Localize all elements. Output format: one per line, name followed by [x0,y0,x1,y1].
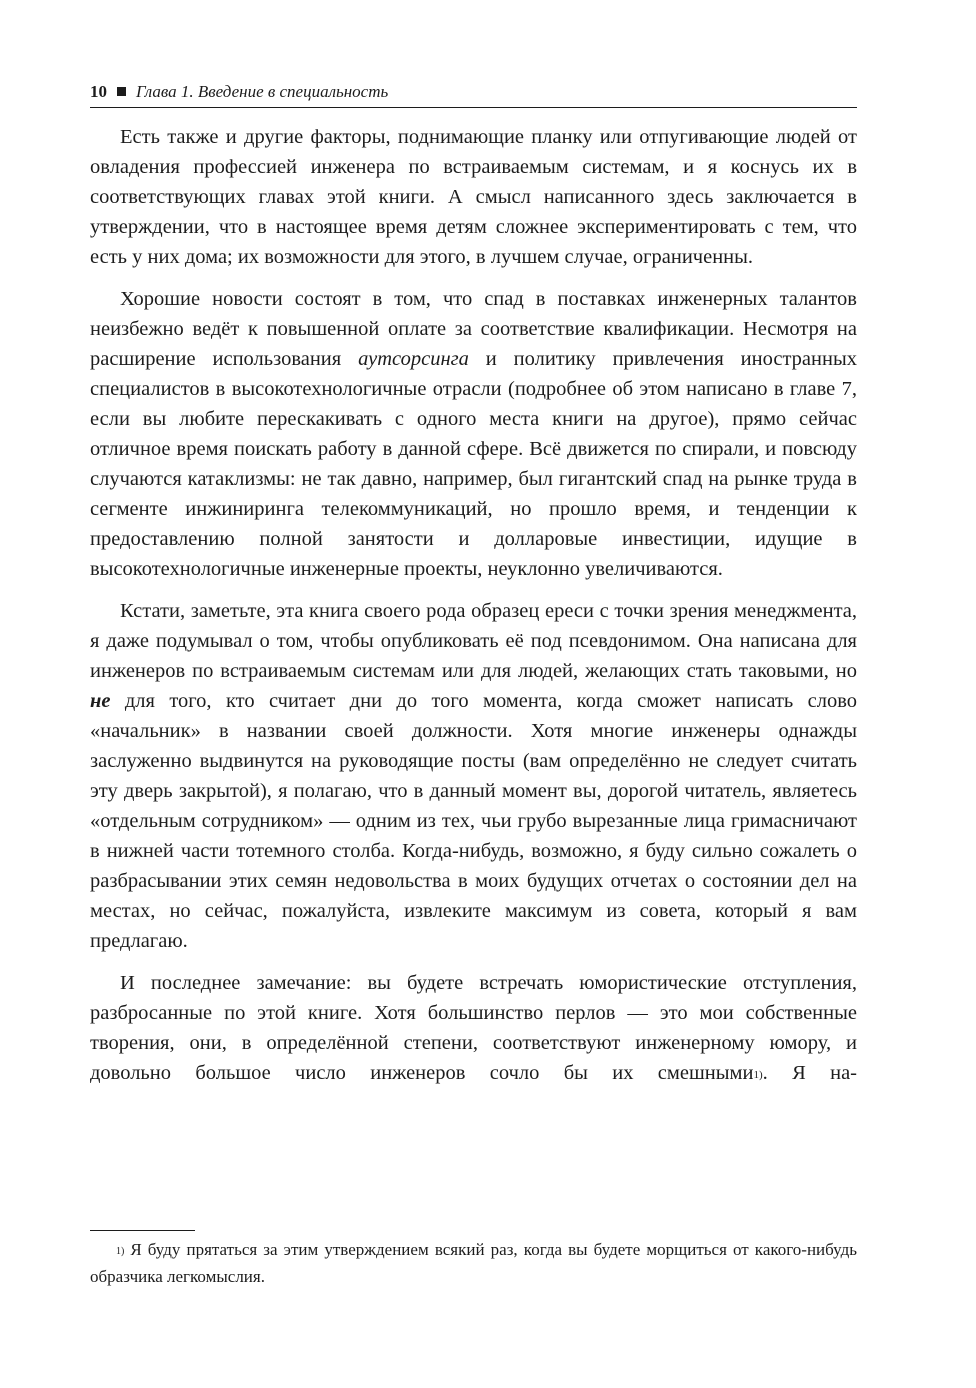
paragraph-2 [90,284,857,584]
paragraph-4 [90,968,857,1088]
footnote-reference[interactable]: 1) [753,1069,763,1081]
running-header [90,80,857,108]
square-bullet-icon [117,87,126,96]
chapter-title: Глава 1. Введение в специальность [136,82,389,101]
paragraph-1 [90,122,857,272]
italic-term-outsourcing: аутсорсинга [358,348,469,370]
paragraph-3-text-b: для того, кто считает дни до того момента, когда сможет написать слово «начальник» в названии своей должности. Хотя многие инженеры однажды заслуженно выдвинутся на руководящие посты (вам определённо не следует считать эту дверь закрытой), я полагаю, что в данный момент вы, дорогой читатель, являетесь «отдельным сотрудником» — одним из тех, чьи грубо вырезанные лица гримасничают в нижней части тотемного столба. Когда-нибудь, возможно, я буду сильно сожалеть о разбрасывании этих семян недовольства в моих будущих отчетах о состоянии дел на местах, но сейчас, пожалуйста, извлеките максимум из совета, который я вам предлагаю. [90,690,857,952]
paragraph-3 [90,596,857,956]
paragraph-1-text: Есть также и другие факторы, поднимающие планку или отпугивающие людей от овладения профессией инженера по встраиваемым системам, и я коснусь их в соответствующих главах этой книги. А смысл написанного здесь заключается в утверждении, что в настоящее время детям сложнее экспериментировать с тем, что есть у них дома; их возможности для этого, в лучшем случае, ограниченны. [90,126,857,268]
emphasis-not: не [90,690,111,712]
book-page [90,80,857,1088]
footnote-marker: 1) [116,1246,125,1257]
paragraph-2-text-a: Хорошие новости состоят в том, что спад в поставках инженерных талантов неизбежно ведёт к повышенной оплате за соответствие квалификации. Несмотря на расширение использования [90,288,857,370]
paragraph-3-text-a: Кстати, заметьте, эта книга своего рода образец ереси с точки зрения менеджмента, я даже подумывал о том, чтобы опубликовать её под псевдонимом. Она написана для инженеров по встраиваемым системам или для людей, желающих стать таковыми, но [90,600,857,682]
paragraph-2-text-b: и политику привлечения иностранных специалистов в высокотехнологичные отрасли (подробнее об этом написано в главе 7, если вы любите перескакивать с одного места книги на другое), прямо сейчас отличное время поискать работу в данной сфере. Всё движется по спирали, и повсюду случаются катаклизмы: не так давно, например, был гигантский спад на рынке труда в сегменте инжиниринга телекоммуникаций, но прошло время, и тенденции к предоставлению полной занятости и долларовые инвестиции, идущие в высокотехнологичные инженерные проекты, неуклонно увеличиваются. [90,348,857,580]
footnote-divider [90,1230,195,1231]
paragraph-4-text-b: . Я на- [762,1062,857,1084]
paragraph-4-text-a: И последнее замечание: вы будете встречать юмористические отступления, разбросанные по этой книге. Хотя большинство перлов — это мои собственные творения, они, в определённой степени, соответствуют инженерному юмору, и довольно большое число инженеров сочло бы их смешными [90,972,857,1084]
footnote-text: Я буду прятаться за этим утверждением всякий раз, когда вы будете морщиться от какого-нибудь образчика легкомыслия. [90,1240,857,1286]
page-number: 10 [90,82,107,101]
body-text [90,122,857,1088]
footnote [90,1236,857,1290]
